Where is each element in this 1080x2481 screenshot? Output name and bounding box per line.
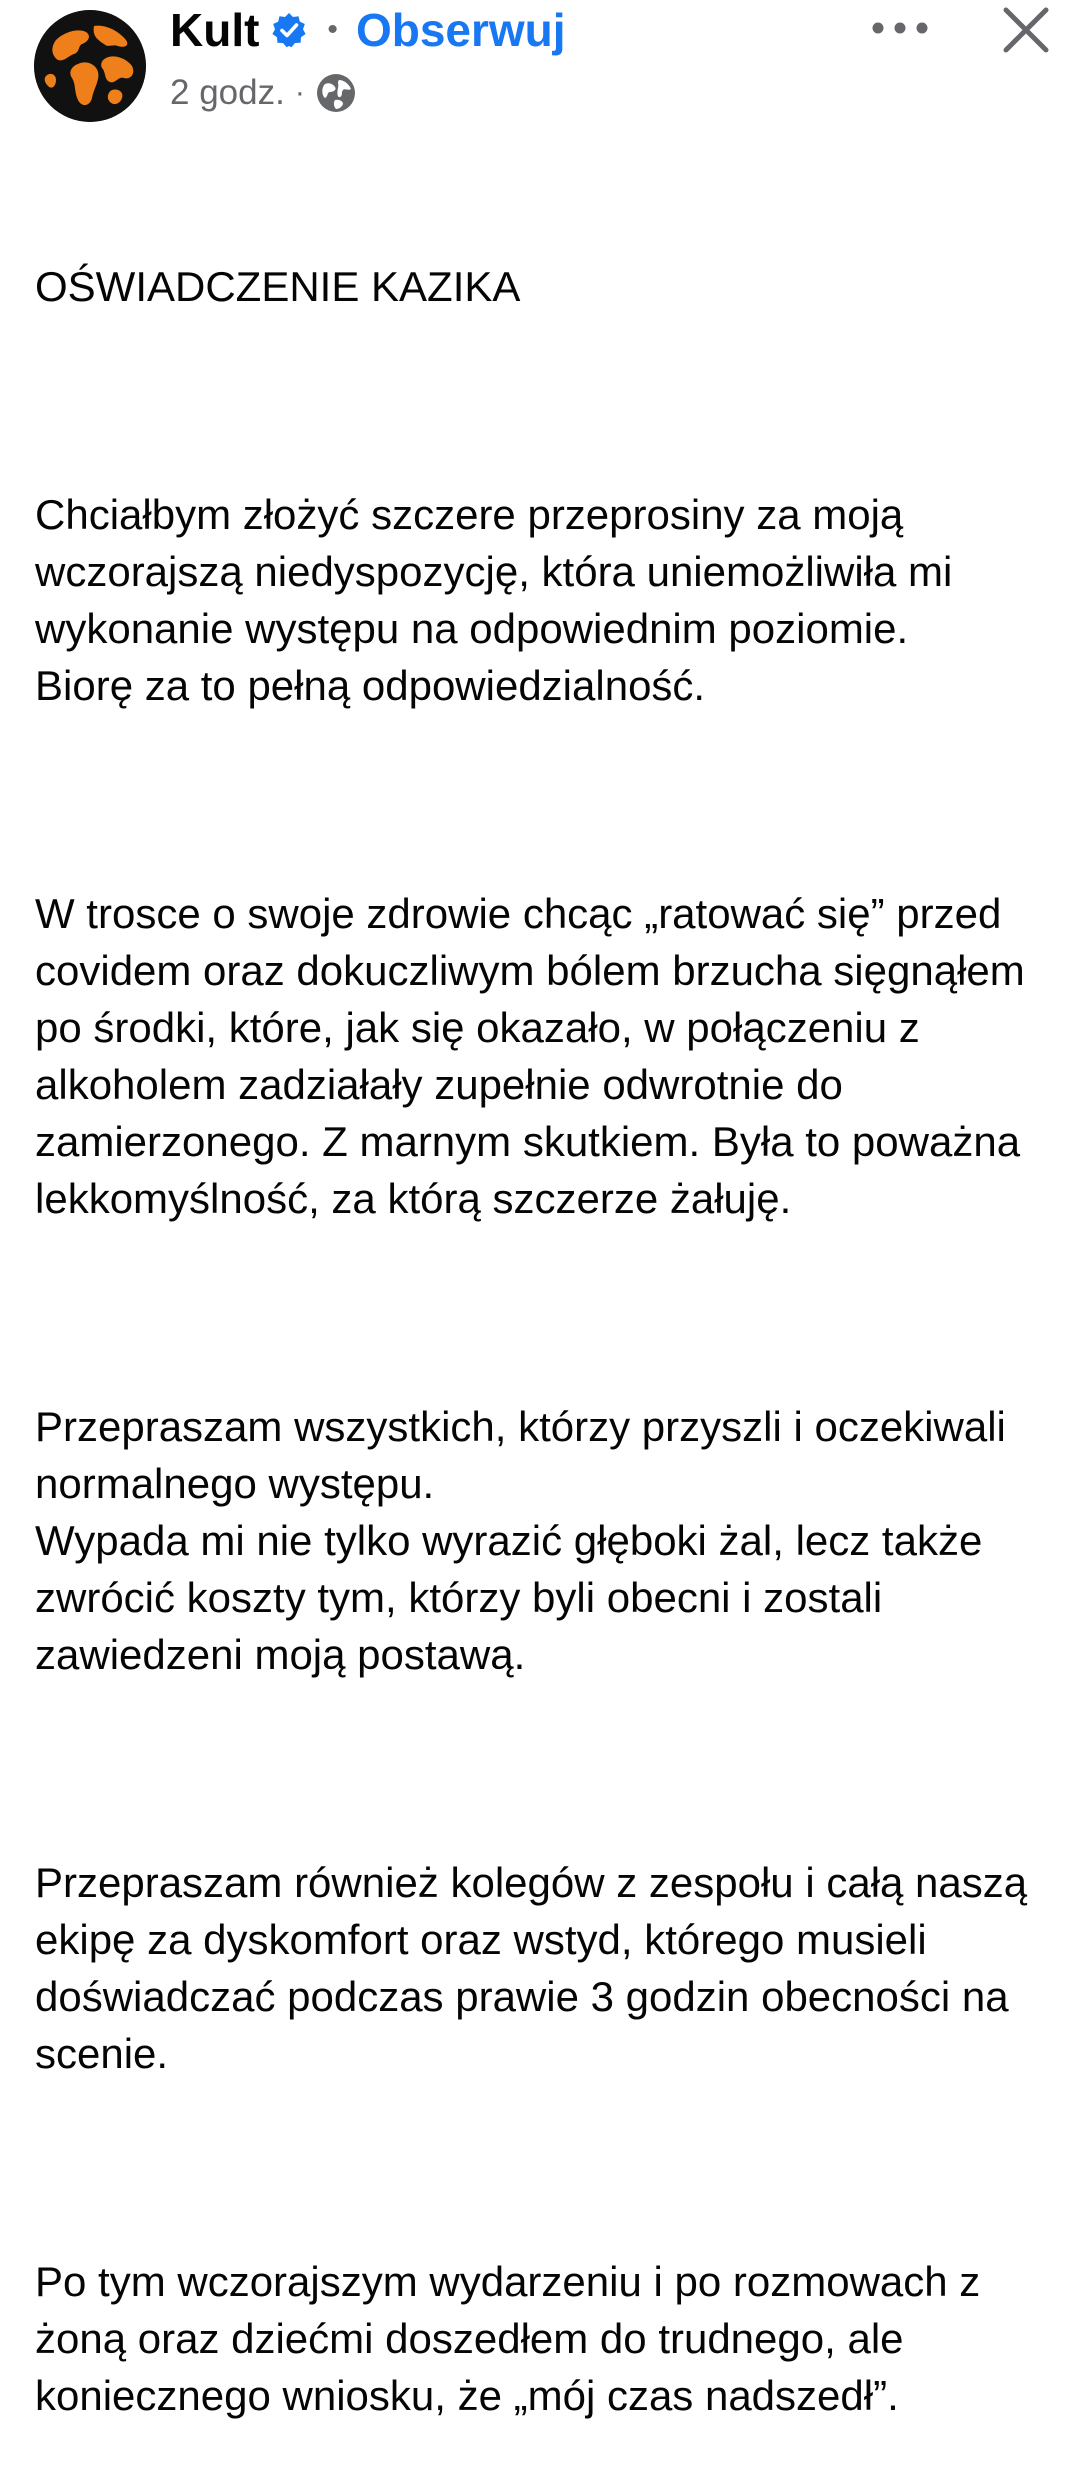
author-name[interactable]: Kult xyxy=(170,4,260,56)
post-text xyxy=(35,144,1065,2481)
avatar[interactable] xyxy=(34,10,146,122)
follow-button[interactable]: Obserwuj xyxy=(355,4,566,56)
meta-separator: · xyxy=(294,76,305,109)
post-paragraph: W trosce o swoje zdrowie chcąc „ratować się” przed covidem oraz dokuczliwym bólem brzucha sięgnąłem po środki, które, jak się okazało, w połączeniu z alkoholem zadziałały zupełnie odwrotnie do zamierzonego. Z marnym skutkiem. Była to poważna lekkomyślność, za którą szczerze żałuję. xyxy=(35,890,1037,1222)
verified-badge-icon xyxy=(271,12,307,48)
close-icon[interactable] xyxy=(998,2,1054,58)
globe-logo-icon xyxy=(34,10,146,122)
globe-icon[interactable] xyxy=(315,72,357,114)
more-options-icon[interactable] xyxy=(868,8,932,48)
post-paragraph: Przepraszam również kolegów z zespołu i całą naszą ekipę za dyskomfort oraz wstyd, którego musieli doświadczać podczas prawie 3 godzin obecności na scenie. xyxy=(35,1859,1039,2077)
post-meta xyxy=(170,70,357,116)
separator-dot: • xyxy=(327,13,338,46)
post-paragraph: Po tym wczorajszym wydarzeniu i po rozmowach z żoną oraz dziećmi doszedłem do trudnego, ale koniecznego wniosku, że „mój czas nadszedł”. xyxy=(35,2258,992,2419)
post-paragraph: Przepraszam wszystkich, którzy przyszli i oczekiwali normalnego występu. Wypada mi nie tylko wyrazić głęboki żal, lecz także zwrócić koszty tym, którzy byli obecni i zostali zawiedzeni moją postawą. xyxy=(35,1403,1006,1678)
post-header xyxy=(0,0,1080,130)
post-heading: OŚWIADCZENIE KAZIKA xyxy=(35,263,521,310)
post-paragraph: Chciałbym złożyć szczere przeprosiny za moją wczorajszą niedyspozycję, która uniemożliwiła mi wykonanie występu na odpowiednim poziomie. Biorę za to pełną odpowiedzialność. xyxy=(35,491,953,709)
author-row xyxy=(170,2,566,58)
post-timestamp[interactable]: 2 godz. xyxy=(170,73,285,112)
